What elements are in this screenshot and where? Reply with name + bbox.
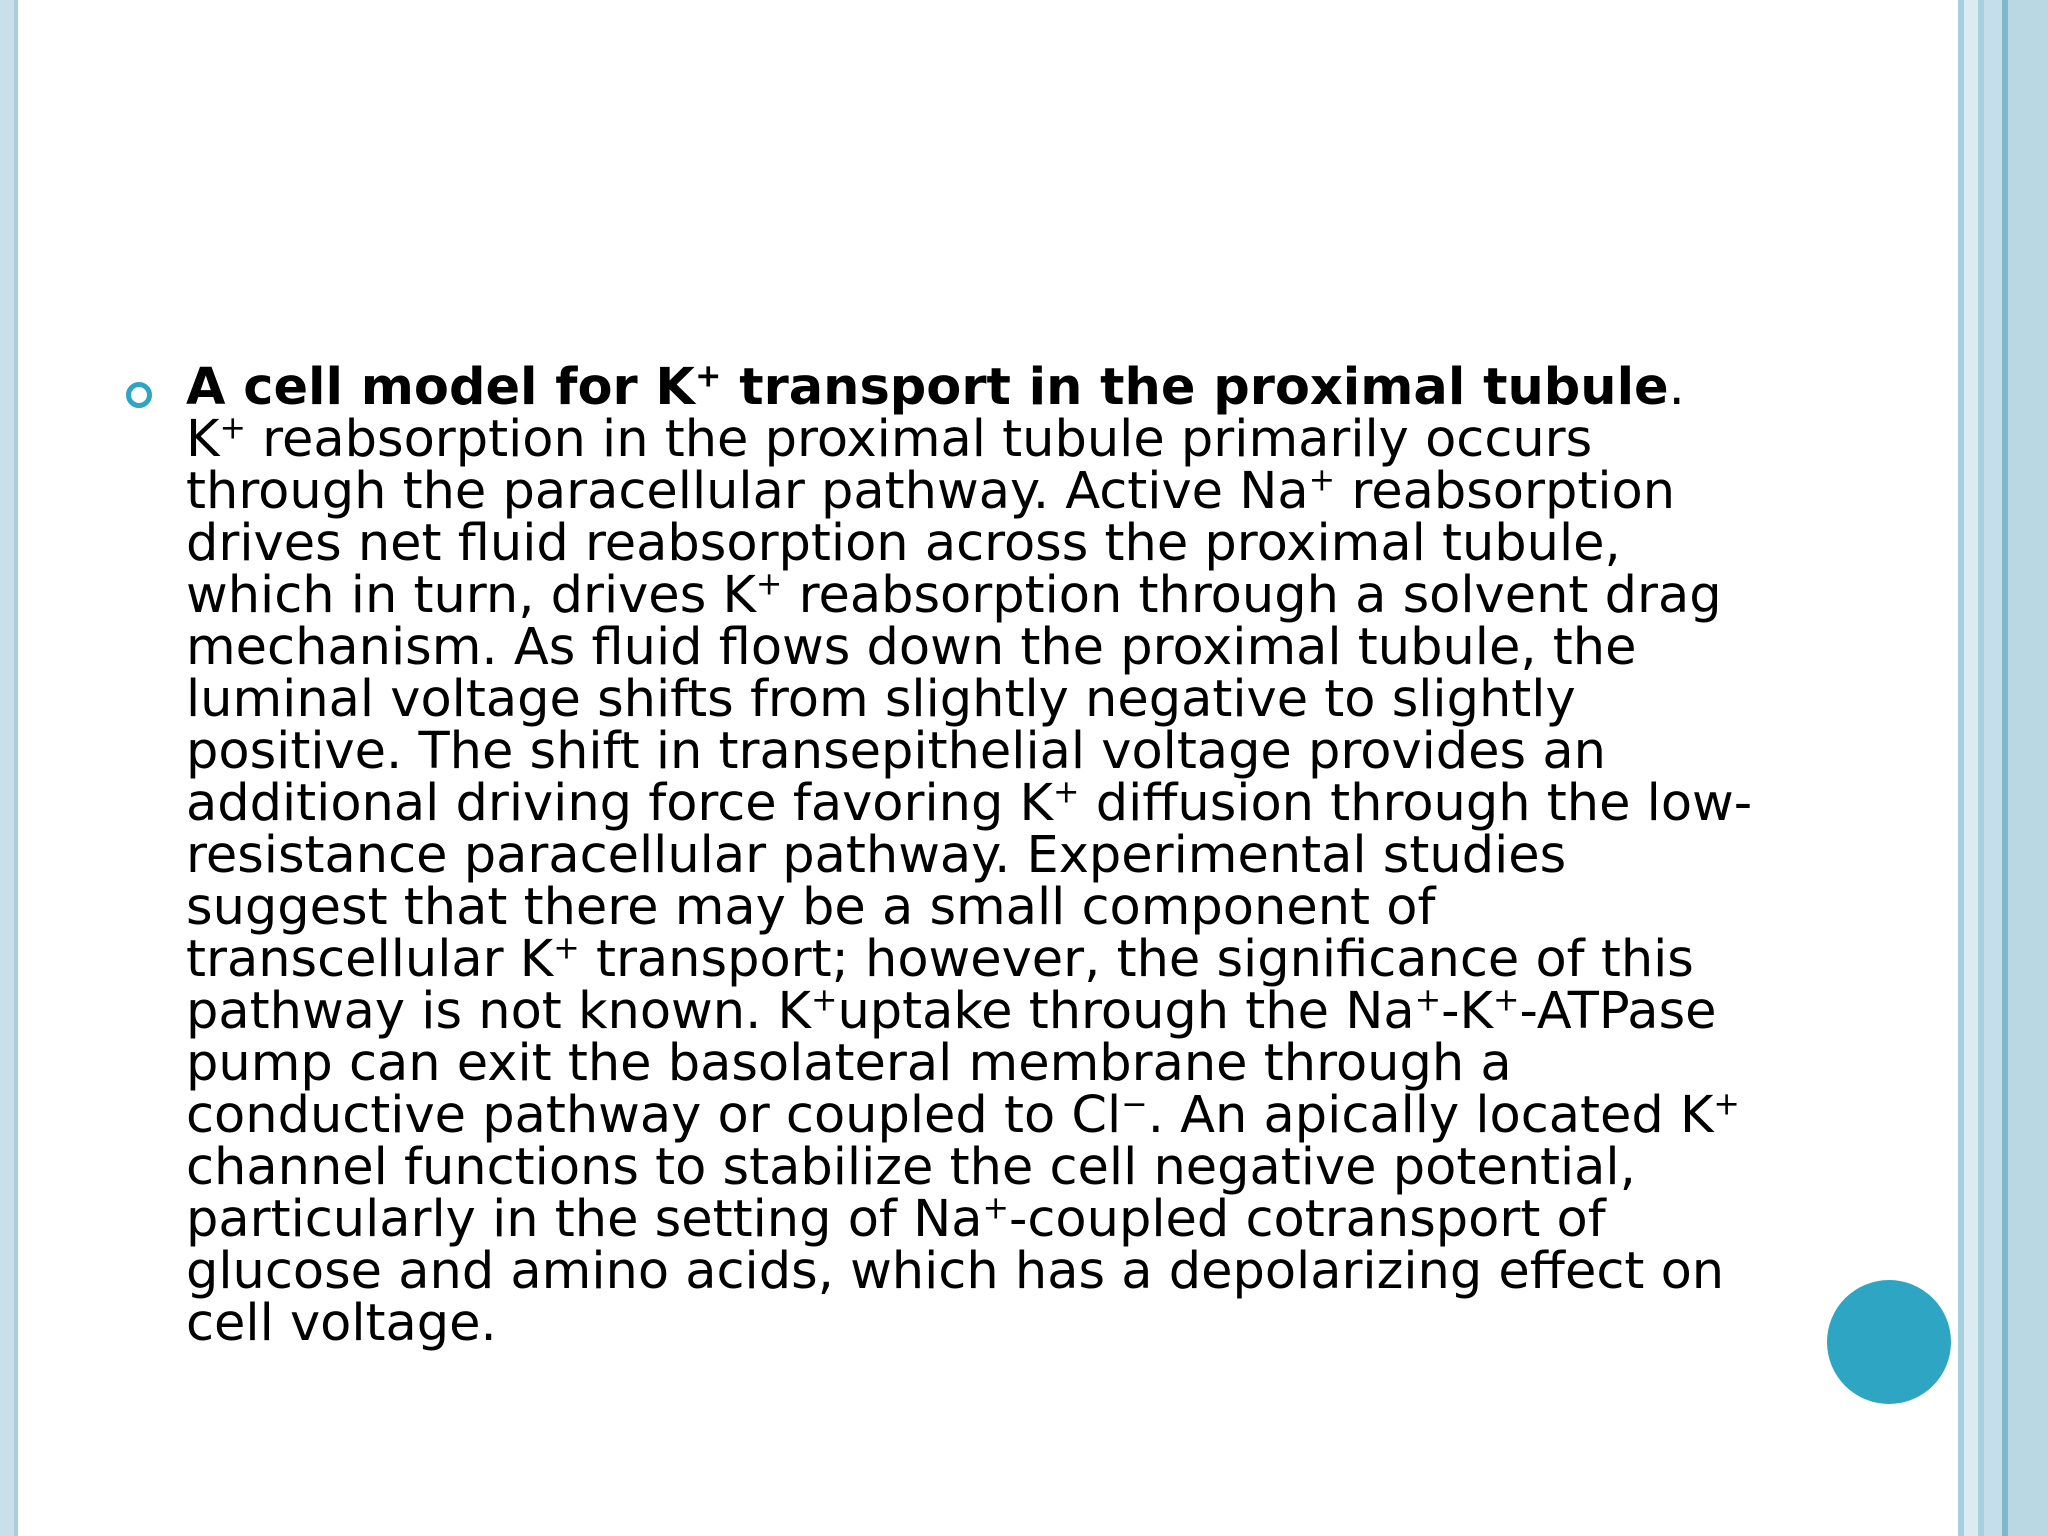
right-frame-stripe-4 bbox=[1984, 0, 2002, 1536]
bullet-paragraph bbox=[186, 358, 1760, 1353]
ring-bullet-icon bbox=[126, 382, 152, 408]
left-frame-border bbox=[0, 0, 14, 1536]
right-frame-stripe-6 bbox=[2008, 0, 2048, 1536]
left-frame-line bbox=[14, 0, 18, 1536]
right-frame-stripe-2 bbox=[1964, 0, 1978, 1536]
bullet-body: . K+ reabsorption in the proximal tubule primarily occurs through the paracellular pathway. Active Na+ reabsorption drives net fluid reabsorption across the proximal tubule, which in turn, drives K+ reabsorption through a solvent drag mechanism. As fluid flows down the proximal tubule, the luminal voltage shifts from slightly negative to slightly positive. The shift in transepithelial voltage provides an additional driving force favoring K+ diffusion through the low-resistance paracellular pathway. Experimental studies suggest that there may be a small component of transcellular K+ transport; however, the significance of this pathway is not known. K+uptake through the Na+-K+-ATPase pump can exit the basolateral membrane through a conductive pathway or coupled to Cl−. An apically located K+ channel functions to stabilize the cell negative potential, particularly in the setting of Na+-coupled cotransport of glucose and amino acids, which has a depolarizing effect on cell voltage. bbox=[186, 358, 1753, 1353]
bullet-item bbox=[140, 358, 1760, 1353]
bullet-heading: A cell model for K+ transport in the proximal tubule bbox=[186, 358, 1669, 417]
slide-content bbox=[140, 358, 1760, 1353]
decorative-circle bbox=[1827, 1280, 1951, 1404]
